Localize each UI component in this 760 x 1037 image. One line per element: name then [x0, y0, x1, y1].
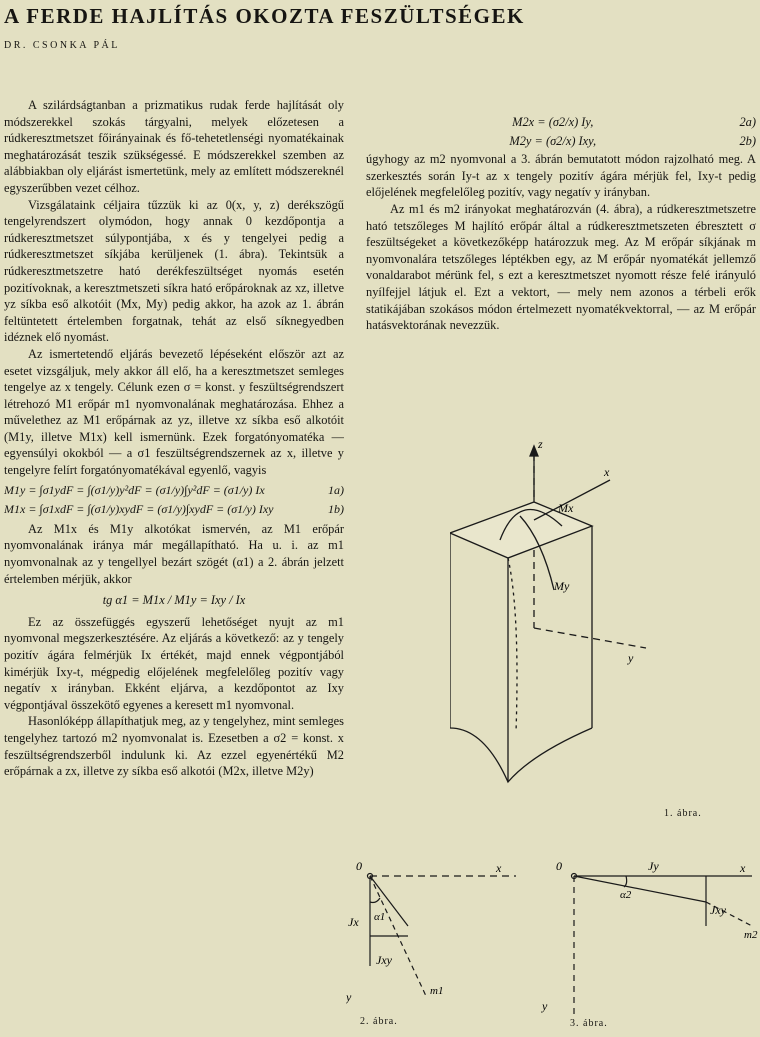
equation-2a: M2x = (σ2/x) Iy, 2a) [512, 115, 756, 129]
paragraph: Ez az összefüggés egyszerű lehetőséget nyujt az m1 nyomvonal megszerkesztésére. Az eljárás a következő: az y tengely pozitív ágára felmérjük Ix értékét, majd ennek végpontjából kimérjük Ixy-t, mégpedig előjelének megfelelőleg pozitív vagy negatív x irányban. Ekként eljárva, a kezdőpontot az Ixy végpontjával összekötő egyenes a keresett m1 nyomvonal. [4, 614, 344, 712]
label-My: My [554, 579, 570, 593]
label-Mx: Mx [558, 501, 574, 515]
label-0: 0 [356, 859, 362, 873]
label-Jx: Jx [348, 915, 359, 929]
author: DR. CSONKA PÁL [4, 40, 120, 51]
label-z: z [538, 437, 543, 451]
equation-2b: M2y = (σ2/x) Ixy, 2b) [509, 133, 756, 148]
label-y: y [628, 651, 634, 665]
label-x: x [604, 465, 610, 479]
equation-1b: M1x = ∫σ1xdF = ∫(σ1/y)xydF = (σ1/y)∫xydF = (σ1/y) Ixy 1b) [4, 502, 344, 517]
label-Jxy: Jxy [376, 953, 392, 967]
label-x: x [496, 861, 502, 875]
figure-1-caption: 1. ábra. [664, 808, 702, 819]
paragraph: Hasonlóképp állapíthatjuk meg, az y tengelyhez, mint semleges tengelyhez tartozó m2 nyomvonalat is. Ezesetben a σ2 = konst. x feszültségrendszerből indulunk ki. Az ezzel egyenértékű M2 erőpárnak a zx, illetve zy síkba eső alkotói (M2x, illetve M2y) [4, 714, 344, 779]
left-column [4, 97, 344, 1037]
figure-3-caption: 3. ábra. [570, 1018, 608, 1029]
label-0: 0 [556, 859, 562, 873]
label-Jy: Jy [648, 859, 659, 873]
paragraph: Az ismertetendő eljárás bevezető lépéseként először azt az esetet vizsgáljuk, mely akkor áll elő, ha a keresztmetszet semleges tengelye az x tengely. Célunk ezen σ = konst. y feszültségrendszert létrehozó M1 erőpár m1 nyomvonalának meghatározása. Ehhez a művelethez az M1 erőpárnak az yz, illetve xz síkba eső alkotóit (M1y, illetve M1x) kell ismernünk. Ezek forgatónyomatéka — egyensúlyi okokból — a σ1 feszültségrendszernek az x, illetve y tengelyre felírt forgatónyomatékával egyenlő, vagyis [4, 346, 344, 478]
figure-2 [346, 846, 516, 1016]
paragraph: Vizsgálataink céljaira tűzzük ki az 0(x, y, z) derékszögű tengelyrendszert olymódon, hogy annak 0 kezdőpontja a rúdkeresztmetszet súlypontjába, x és y tengelyei pedig a rúdkeresztmetszet síkjába kerüljenek (1. ábra). Tekintsük a rúdkeresztmetszetre ható derékfeszültséget nyomás esetén pozitívoknak, a keresztmetszeti síkra ható erőpároknak az xz, illetve yz síkba eső alkotóit (Mx, My) pedig akkor, ha azok az 1. ábrán feltüntetett értelemben forgatnak, tehát az első síknegyedben idéznek elő nyomást. [4, 197, 344, 345]
label-m1: m1 [430, 985, 444, 997]
equation-1a: M1y = ∫σ1ydF = ∫(σ1/y)y²dF = (σ1/y)∫y²dF = (σ1/y) Ix 1a) [4, 482, 344, 497]
paragraph: Az m1 és m2 irányokat meghatározván (4. ábra), a rúdkeresztmetszetre ható tetszőleges M hajlító erőpár által a rúdkeresztmetszeten ébresztett σ feszültségeket a következőképp határozzuk meg. Az M erőpár síkjának m nyomvonalára tetszőleges léptékben egy, az M erőpár nyomatékát jellemző vonaldarabot mérünk fel, s ezt a keresztmetszet nyomott része felé irányuló nyílfejjel látjuk el. Ezt a vektort, — mely nem azonos a térbeli erők statikájában szokásos módon értelmezett nyomatékvektorral, — az M erőpár hatásvektorának nevezzük. [366, 201, 756, 333]
right-column [366, 112, 756, 334]
label-m2: m2 [744, 929, 758, 941]
figure-1 [450, 432, 750, 812]
label-a2: α2 [620, 889, 632, 901]
label-y: y [542, 999, 548, 1013]
equation-tg: tg α1 = M1x / M1y = Ixy / Ix [102, 593, 246, 608]
page-title: A FERDE HAJLÍTÁS OKOZTA FESZÜLTSÉGEK [4, 4, 525, 28]
paragraph: Az M1x és M1y alkotókat ismervén, az M1 erőpár nyomvonalának iránya már megállapítható. Ha u. i. az m1 nyomvonalnak az y tengellyel bezárt szögét (α1) a 2. ábrán jelzett értelemben mérjük, akkor [4, 521, 344, 586]
paragraph: A szilárdságtanban a prizmatikus rudak ferde hajlítását oly módszerekkel szokás tárgyalni, melyek előzetesen a rúdkeresztmetszet főirányainak és fő-tehetetlenségi nyomatékainak meghatározását teszik szükségessé. E módszerekkel szemben az alábbiakban oly eljárást ismertetünk, mely az említett módszereknél egyszerűbben vezet célhoz. [4, 98, 344, 195]
figure-2-caption: 2. ábra. [360, 1016, 398, 1027]
figure-3 [540, 846, 760, 1016]
label-Jxy: Jxy [710, 903, 726, 917]
label-x: x [740, 861, 746, 875]
paragraph: úgyhogy az m2 nyomvonal a 3. ábrán bemutatott módon rajzolható meg. A szerkesztés során Iy-t az x tengely pozitív ágára mérjük fel, Ixy-t pedig előjelének megfelelőleg pozitív, vagy negatív y irányban. [366, 152, 756, 200]
label-y: y [346, 990, 352, 1004]
label-a1: α1 [374, 911, 386, 923]
